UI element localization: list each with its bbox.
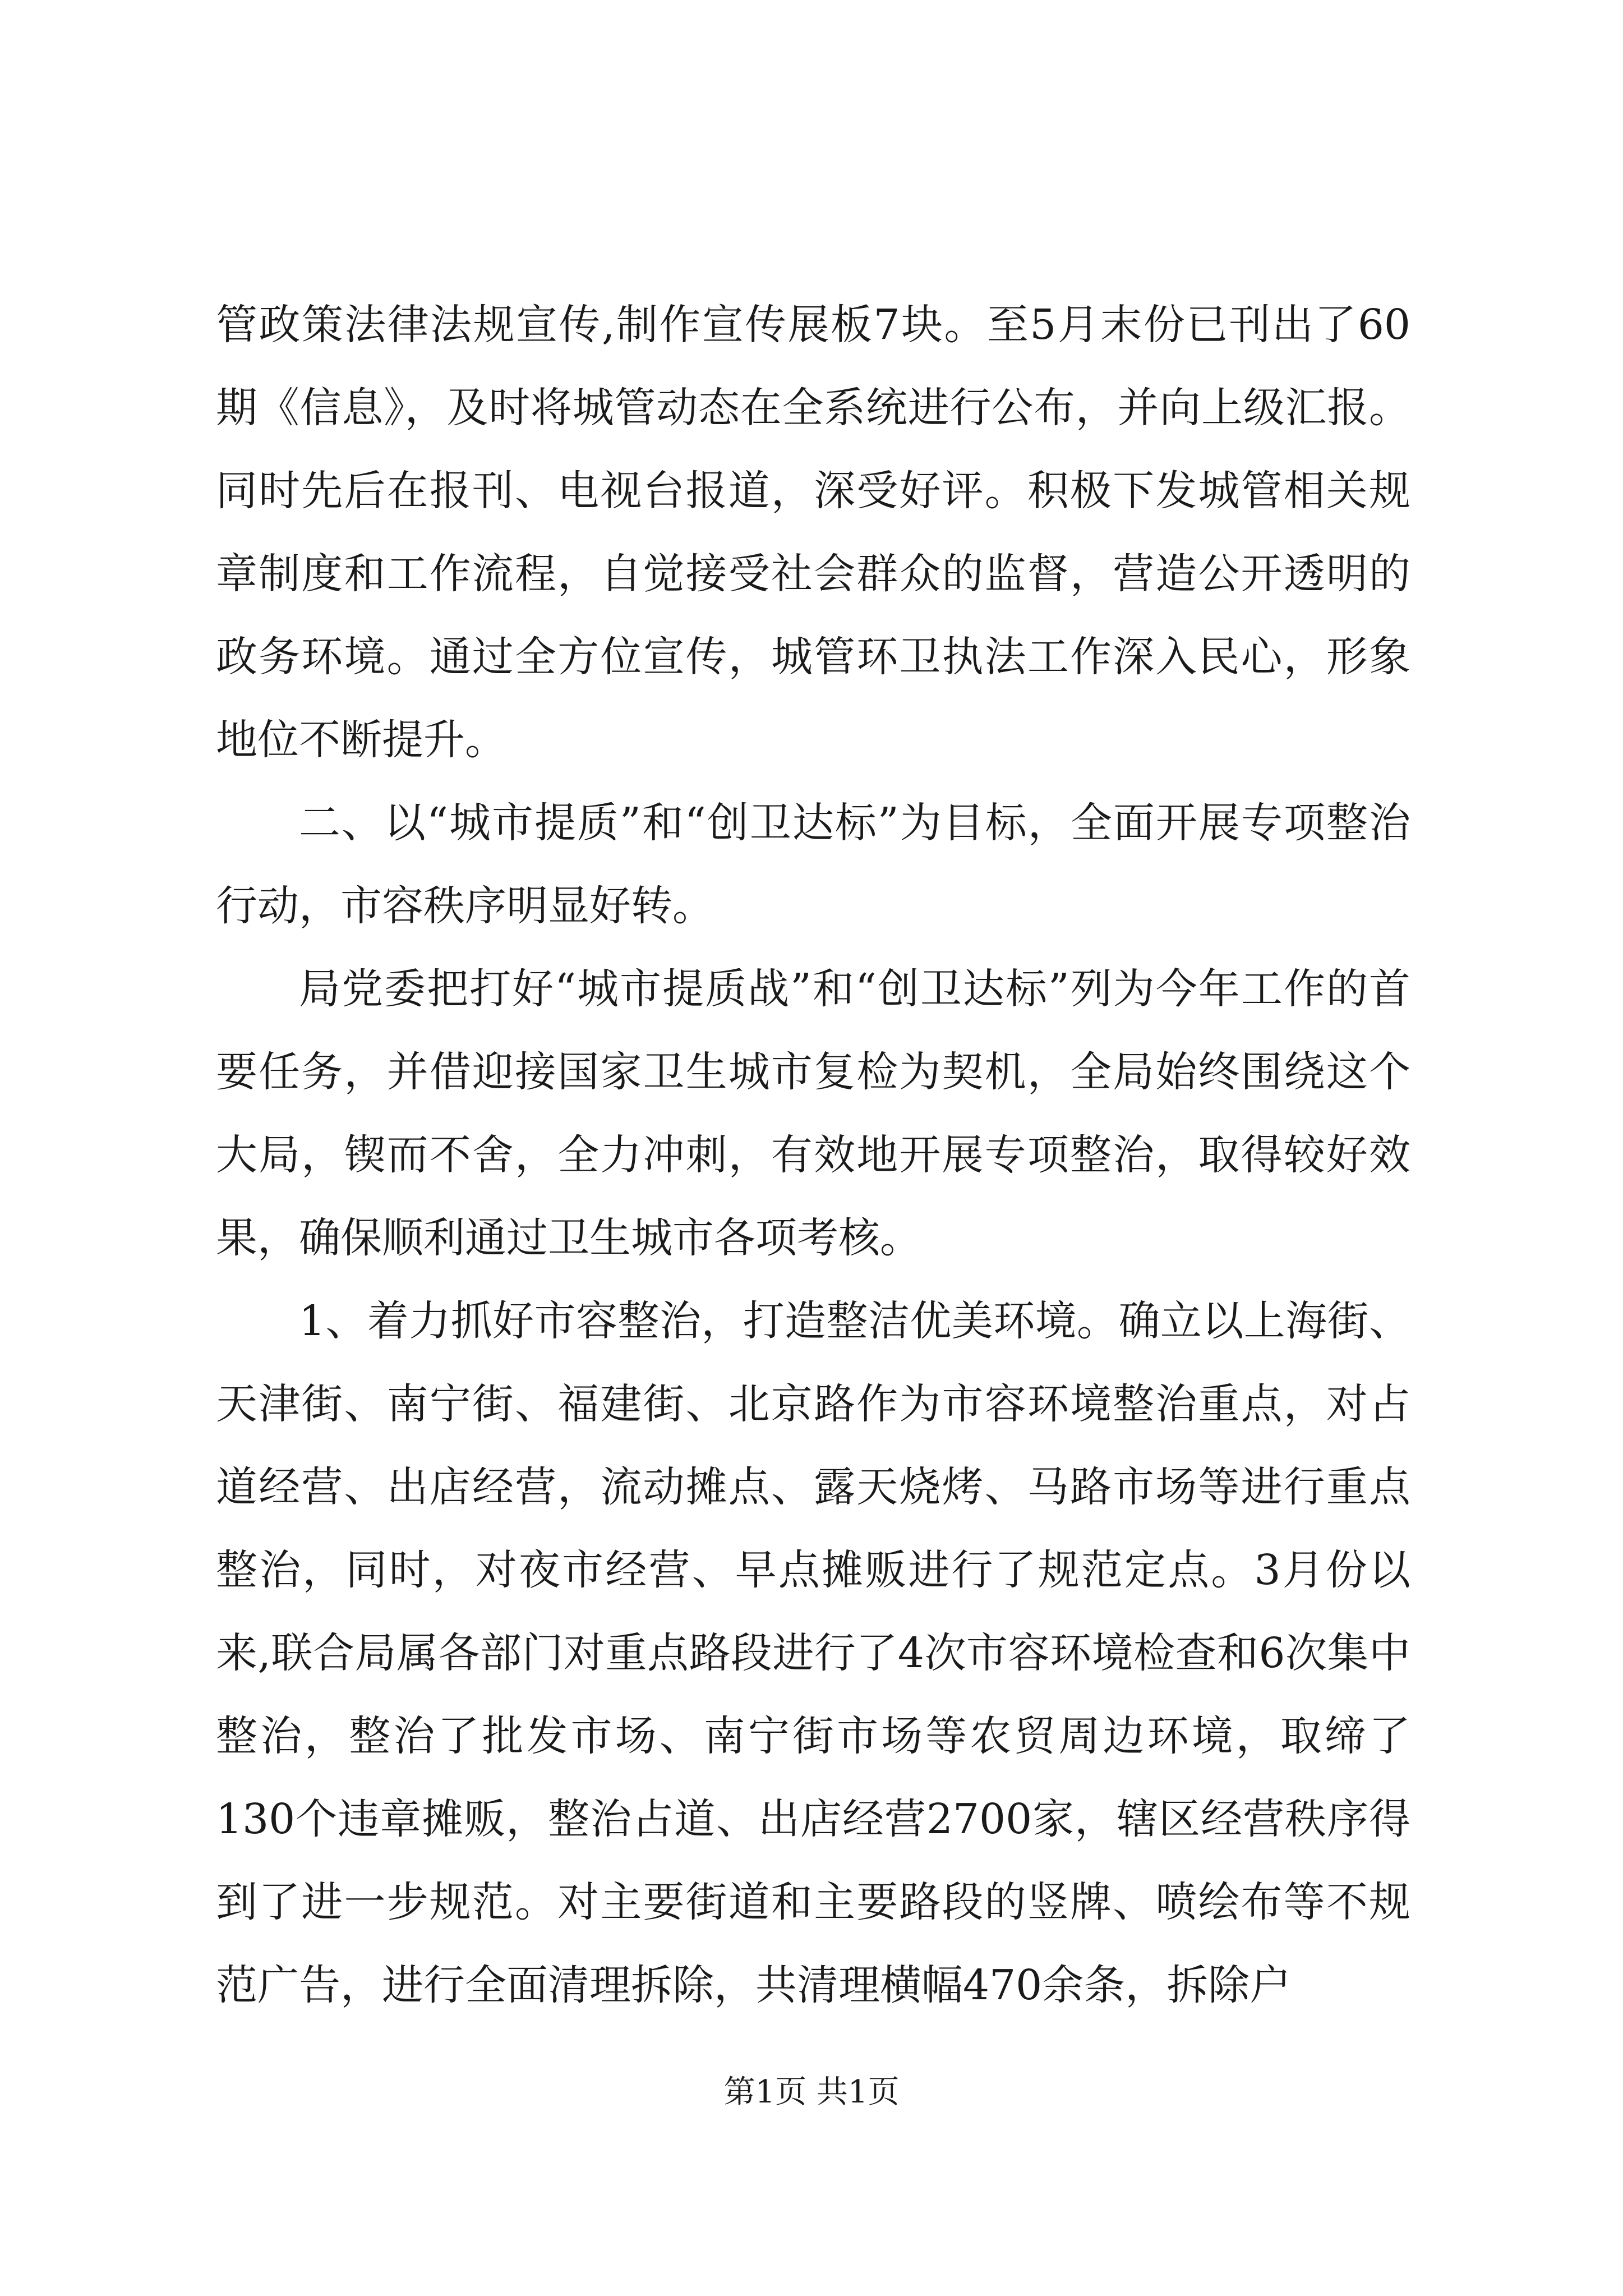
page-footer xyxy=(0,2070,1623,2115)
paragraph-1: 管政策法律法规宣传,制作宣传展板7块。至5月末份已刊出了60期《信息》，及时将城管动态在全系统进行公布，并向上级汇报。同时先后在报刊、电视台报道，深受好评。积极下发城管相关规章制度和工作流程，自觉接受社会群众的监督，营造公开透明的政务环境。通过全方位宣传，城管环卫执法工作深入民心，形象地位不断提升。 xyxy=(216,301,1410,764)
paragraph-4: 1、着力抓好市容整治，打造整洁优美环境。确立以上海街、天津街、南宁街、福建街、北京路作为市容环境整治重点，对占道经营、出店经营，流动摊点、露天烧烤、马路市场等进行重点整治，同时，对夜市经营、早点摊贩进行了规范定点。3月份以来,联合局属各部门对重点路段进行了4次市容环境检查和6次集中整治，整治了批发市场、南宁街市场等农贸周边环境，取缔了130个违章摊贩，整治占道、出店经营2700家，辖区经营秩序得到了进一步规范。对主要街道和主要路段的竖牌、喷绘布等不规范广告，进行全面清理拆除，共清理横幅470余条，拆除户 xyxy=(216,1297,1410,2009)
paragraph-2: 二、以“城市提质”和“创卫达标”为目标，全面开展专项整治行动，市容秩序明显好转。 xyxy=(216,799,1410,930)
page-number: 第1页 共1页 xyxy=(723,2074,900,2110)
document-body xyxy=(216,283,1410,2027)
paragraph-3: 局党委把打好“城市提质战”和“创卫达标”列为今年工作的首要任务，并借迎接国家卫生城市复检为契机，全局始终围绕这个大局，锲而不舍，全力冲刺，有效地开展专项整治，取得较好效果，确保顺利通过卫生城市各项考核。 xyxy=(216,965,1410,1262)
